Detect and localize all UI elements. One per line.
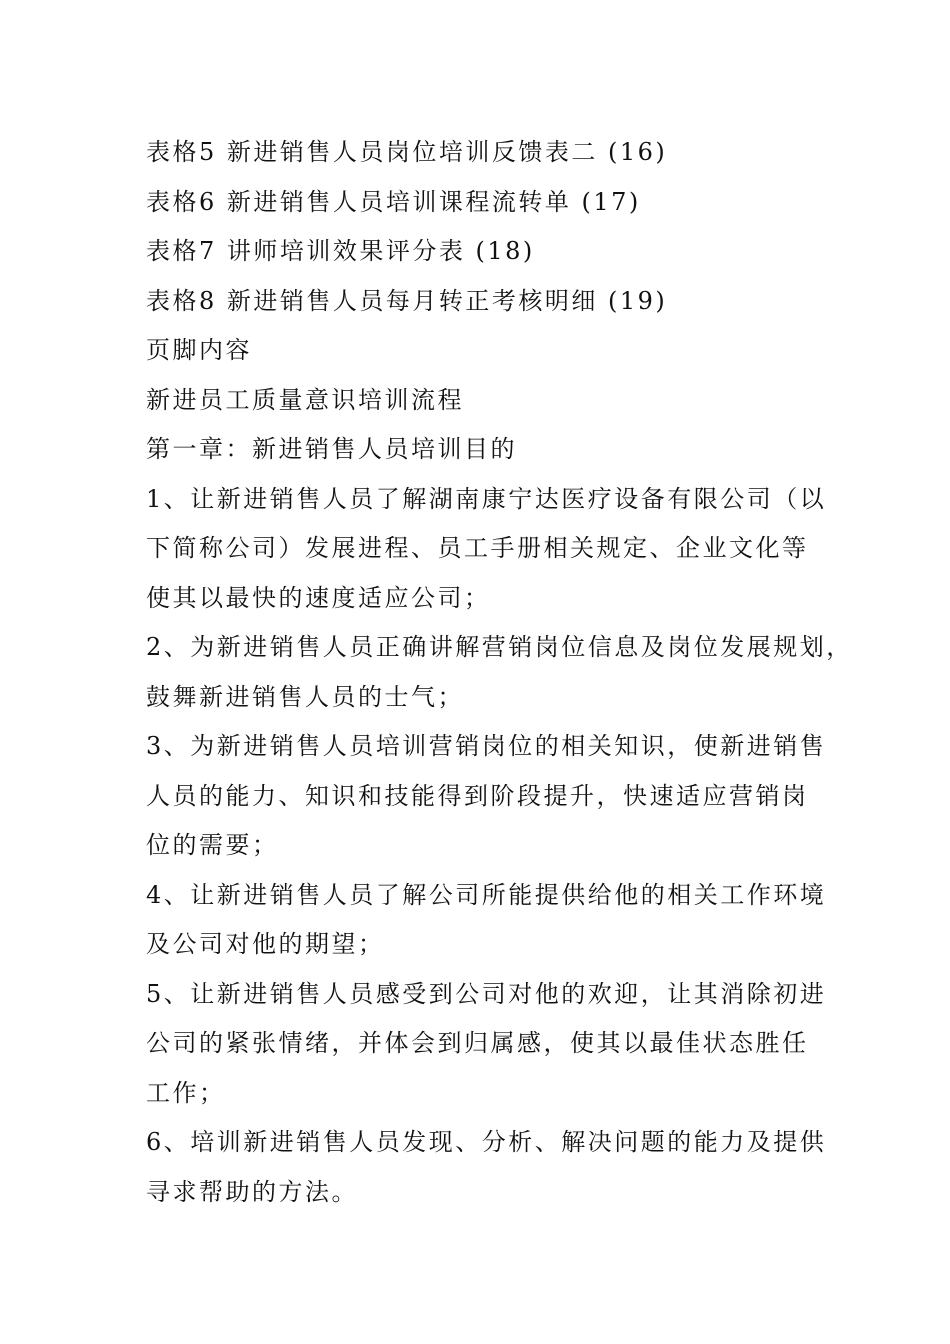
paragraph-line: 使其以最快的速度适应公司； xyxy=(146,583,491,612)
toc-entry-table-5: 表格5 新进销售人员岗位培训反馈表二 (16) xyxy=(146,138,668,166)
paragraph-line: 工作； xyxy=(146,1078,226,1107)
toc-entry-table-8: 表格8 新进销售人员每月转正考核明细 (19) xyxy=(146,286,668,315)
paragraph-line: 5、让新进销售人员感受到公司对他的欢迎，让其消除初进 xyxy=(146,979,827,1008)
paragraph-line: 1、让新进销售人员了解湖南康宁达医疗设备有限公司（以 xyxy=(146,484,827,513)
footer-content-label: 页脚内容 xyxy=(146,336,252,364)
paragraph-line: 6、培训新进销售人员发现、分析、解决问题的能力及提供 xyxy=(146,1128,827,1156)
paragraph-line: 3、为新进销售人员培训营销岗位的相关知识，使新进销售 xyxy=(146,732,827,760)
paragraph-line: 及公司对他的期望； xyxy=(146,930,385,958)
paragraph-line: 2、为新进销售人员正确讲解营销岗位信息及岗位发展规划， xyxy=(146,633,853,661)
chapter-heading: 第一章：新进销售人员培训目的 xyxy=(146,435,517,463)
paragraph-line: 位的需要； xyxy=(146,831,279,859)
paragraph-line: 人员的能力、知识和技能得到阶段提升，快速适应营销岗 xyxy=(146,781,809,810)
paragraph-line: 寻求帮助的方法。 xyxy=(146,1177,358,1206)
paragraph-line: 4、让新进销售人员了解公司所能提供给他的相关工作环境 xyxy=(146,880,827,909)
document-body xyxy=(146,128,853,1217)
toc-entry-table-7: 表格7 讲师培训效果评分表 (18) xyxy=(146,237,535,265)
paragraph-line: 公司的紧张情绪，并体会到归属感，使其以最佳状态胜任 xyxy=(146,1029,809,1057)
section-title: 新进员工质量意识培训流程 xyxy=(146,385,464,414)
paragraph-line: 下简称公司）发展进程、员工手册相关规定、企业文化等 xyxy=(146,534,809,562)
toc-entry-table-6: 表格6 新进销售人员培训课程流转单 (17) xyxy=(146,187,641,216)
paragraph-line: 鼓舞新进销售人员的士气； xyxy=(146,682,464,711)
